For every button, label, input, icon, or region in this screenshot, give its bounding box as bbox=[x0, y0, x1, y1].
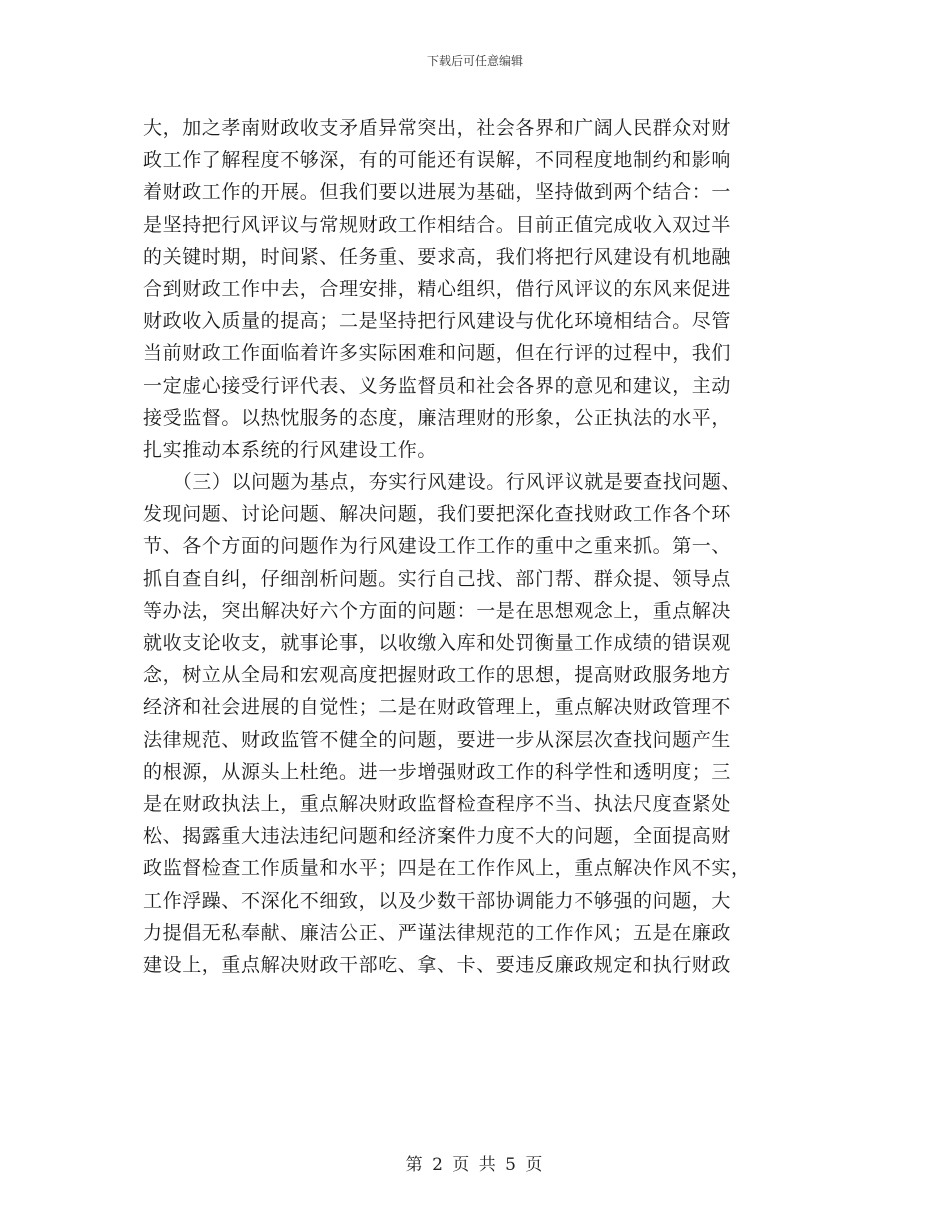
body-line: 着财政工作的开展。但我们要以进展为基础，坚持做到两个结合：一 bbox=[143, 181, 732, 204]
body-line: 是坚持把行风评议与常规财政工作相结合。目前正值完成收入双过半 bbox=[143, 213, 732, 236]
body-line: 大，加之孝南财政收支矛盾异常突出，社会各界和广阔人民群众对财 bbox=[143, 117, 732, 139]
body-line: 扎实推动本系统的行风建设工作。 bbox=[143, 438, 438, 461]
body-line: 经济和社会进展的自觉性；二是在财政管理上，重点解决财政管理不 bbox=[143, 696, 732, 719]
body-line: 发现问题、讨论问题、解决问题，我们要把深化查找财政工作各个环 bbox=[143, 503, 732, 526]
body-line: 政工作了解程度不够深，有的可能还有误解，不同程度地制约和影响 bbox=[143, 149, 732, 172]
body-line: 接受监督。以热忱服务的态度，廉洁理财的形象，公正执法的水平， bbox=[143, 406, 732, 429]
document-body bbox=[143, 112, 813, 981]
section-heading-line: （三）以问题为基点，夯实行风建设。行风评议就是要查找问题、 bbox=[143, 471, 742, 494]
body-line: 等办法，突出解决好六个方面的问题：一是在思想观念上，重点解决 bbox=[143, 599, 732, 622]
body-line: 工作浮躁、不深化不细致，以及少数干部协调能力不够强的问题，大 bbox=[143, 889, 732, 912]
body-line: 松、揭露重大违法违纪问题和经济案件力度不大的问题，全面提高财 bbox=[143, 825, 732, 848]
body-line: 的根源，从源头上杜绝。进一步增强财政工作的科学性和透明度；三 bbox=[143, 760, 732, 783]
body-line: 政监督检查工作质量和水平；四是在工作作风上，重点解决作风不实， bbox=[143, 857, 751, 880]
body-line: 建设上，重点解决财政干部吃、拿、卡、要违反廉政规定和执行财政 bbox=[143, 953, 732, 976]
body-line: 力提倡无私奉献、廉洁公正、严谨法律规范的工作作风；五是在廉政 bbox=[143, 921, 732, 944]
body-line: 一定虚心接受行评代表、义务监督员和社会各界的意见和建议，主动 bbox=[143, 374, 732, 397]
body-line: 的关键时期，时间紧、任务重、要求高，我们将把行风建设有机地融 bbox=[143, 245, 732, 268]
body-line: 节、各个方面的问题作为行风建设工作工作的重中之重来抓。第一、 bbox=[143, 535, 732, 558]
page-header: 下载后可任意编辑 bbox=[426, 54, 523, 68]
body-line: 就收支论收支，就事论事，以收缴入库和处罚衡量工作成绩的错误观 bbox=[143, 632, 732, 654]
body-line: 是在财政执法上，重点解决财政监督检查程序不当、执法尺度查紧处 bbox=[143, 792, 732, 815]
body-line: 抓自查自纠，仔细剖析问题。实行自己找、部门帮、群众提、领导点 bbox=[143, 567, 732, 590]
body-line: 合到财政工作中去，合理安排，精心组织，借行风评议的东风来促进 bbox=[143, 277, 732, 300]
body-line: 当前财政工作面临着许多实际困难和问题，但在行评的过程中，我们 bbox=[143, 342, 732, 365]
page-number-footer: 第 2 页 共 5 页 bbox=[405, 1155, 545, 1175]
body-line: 念，树立从全局和宏观高度把握财政工作的思想，提高财政服务地方 bbox=[143, 664, 732, 687]
body-line: 财政收入质量的提高；二是坚持把行风建设与优化环境相结合。尽管 bbox=[143, 310, 732, 333]
body-line: 法律规范、财政监管不健全的问题，要进一步从深层次查找问题产生 bbox=[143, 728, 732, 751]
